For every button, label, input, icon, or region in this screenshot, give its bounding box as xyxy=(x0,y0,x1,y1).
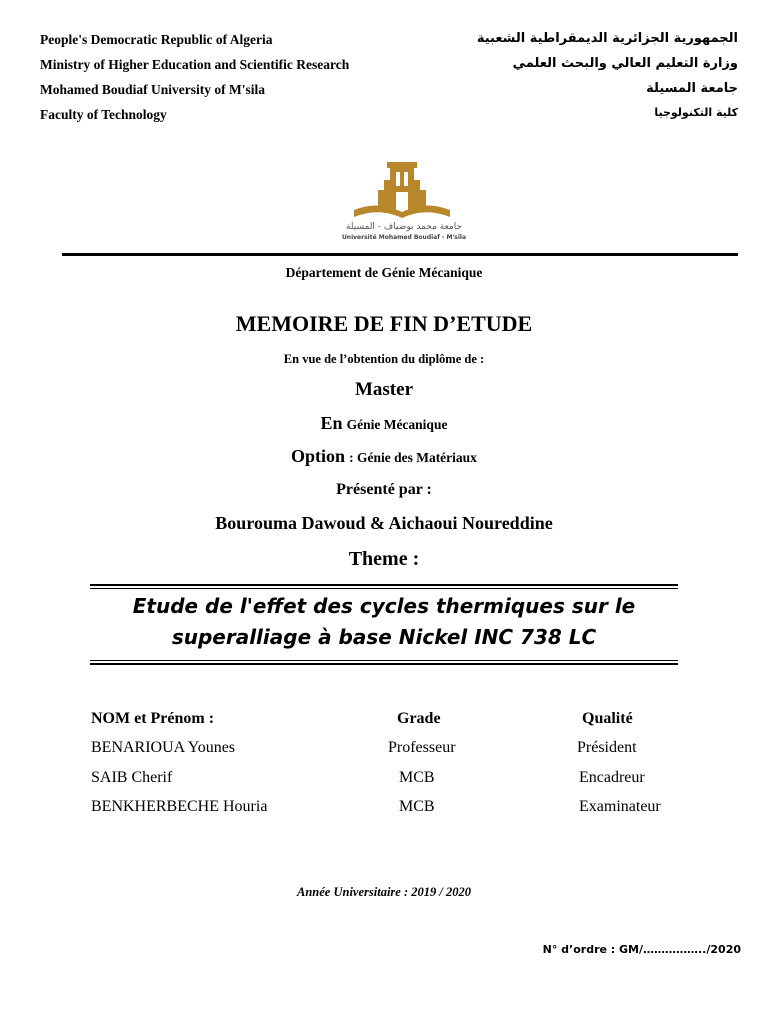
jury-row-2-name: SAIB Cherif xyxy=(91,769,173,786)
header-right-line-4: كلية التكنولوجيا xyxy=(654,106,738,119)
header-left-line-3: Mohamed Boudiaf University of M'sila xyxy=(40,82,265,97)
theme-bottom-rule-thin xyxy=(90,660,678,661)
option-line xyxy=(0,446,768,467)
jury-row-3-role: Examinateur xyxy=(579,798,661,815)
theme-bottom-rule xyxy=(90,663,678,665)
document-subtitle: En vue de l’obtention du diplôme de : xyxy=(283,352,485,366)
academic-year: Année Universitaire : 2019 / 2020 xyxy=(297,885,471,899)
header-right-line-2: وزارة التعليم العالي والبحث العلمي xyxy=(512,56,738,71)
logo-arabic-name: جامعة محمد بوضياف - المسيلة xyxy=(345,222,463,232)
university-emblem-icon xyxy=(334,160,474,224)
header-right-line-1: الجمهورية الجزائرية الديمقراطية الشعبية xyxy=(476,31,738,46)
header-left-line-4: Faculty of Technology xyxy=(40,107,167,122)
option-value: : Génie des Matériaux xyxy=(349,450,477,465)
jury-row-3-name: BENKHERBECHE Houria xyxy=(91,798,268,815)
jury-row-2-role: Encadreur xyxy=(579,769,645,786)
jury-row-3-grade: MCB xyxy=(399,798,435,815)
authors: Bourouma Dawoud & Aichaoui Noureddine xyxy=(215,513,553,533)
theme-top-rule xyxy=(90,584,678,586)
jury-row-1-role: Président xyxy=(577,739,637,756)
logo-latin-name: Université Mohamed Boudiaf - M'sila xyxy=(341,234,467,241)
specialty-label: En xyxy=(320,413,343,433)
option-label: Option xyxy=(291,446,346,466)
theme-label: Theme : xyxy=(348,548,420,570)
header-divider xyxy=(62,253,738,256)
theme-title-line-2: superalliage à base Nickel INC 738 LC xyxy=(171,625,597,649)
jury-header-name: NOM et Prénom : xyxy=(91,710,215,727)
theme-title-line-1: Etude de l'effet des cycles thermiques sur le xyxy=(132,594,636,618)
specialty-line xyxy=(0,413,768,434)
jury-header-grade: Grade xyxy=(397,710,441,727)
university-logo xyxy=(334,160,474,246)
order-number: N° d’ordre : GM/……………../2020 xyxy=(542,943,741,956)
jury-row-2-grade: MCB xyxy=(399,769,435,786)
department: Département de Génie Mécanique xyxy=(285,265,483,280)
theme-top-rule-thin xyxy=(90,588,678,589)
specialty-value: Génie Mécanique xyxy=(346,417,448,432)
header-right-line-3: جامعة المسيلة xyxy=(646,81,738,96)
jury-header-role: Qualité xyxy=(582,710,633,727)
header-left-line-2: Ministry of Higher Education and Scientific Research xyxy=(40,57,350,72)
presented-by-label: Présenté par : xyxy=(336,481,432,498)
header-left-line-1: People's Democratic Republic of Algeria xyxy=(40,32,273,47)
theme-title xyxy=(0,591,768,653)
jury-row-1-grade: Professeur xyxy=(388,739,456,756)
jury-row-1-name: BENARIOUA Younes xyxy=(91,739,236,756)
degree: Master xyxy=(354,379,414,400)
document-title: MEMOIRE DE FIN D’ETUDE xyxy=(235,311,533,336)
